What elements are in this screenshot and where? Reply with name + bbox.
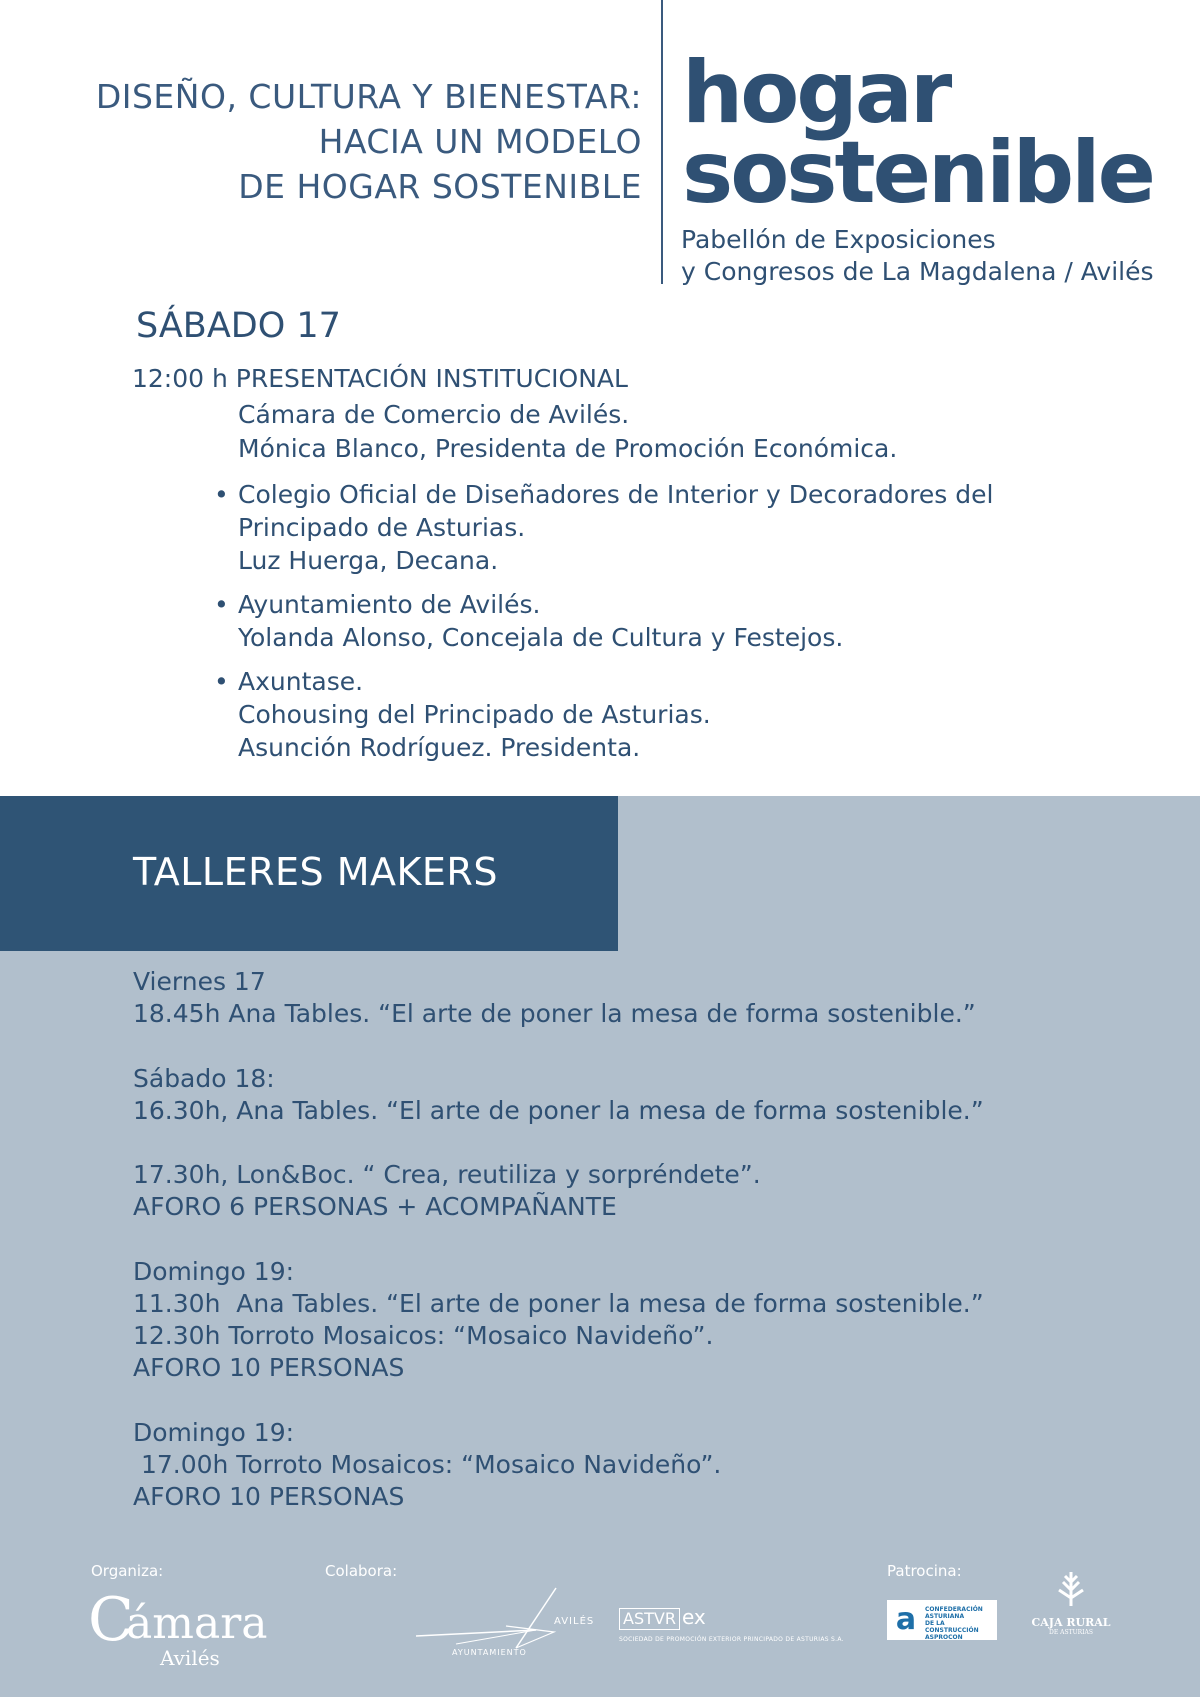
workshop-line: 16.30h, Ana Tables. “El arte de poner la mesa de forma sostenible.” [133, 1096, 984, 1125]
workshop-group [133, 1063, 984, 1127]
ayuntamiento-logo-label: AVILÉS [554, 1616, 595, 1627]
camara-logo-city: Avilés [160, 1646, 220, 1670]
camara-logo-initial: C [88, 1585, 134, 1655]
workshop-group [133, 1256, 984, 1384]
bullet-line: Luz Huerga, Decana. [238, 546, 499, 575]
program-bullet [214, 665, 993, 764]
event-subtitle [0, 74, 642, 209]
asturex-logo-box: ASTVR [619, 1608, 680, 1630]
asturex-logo-ex: ex [681, 1605, 706, 1629]
confederacion-line: ASTURIANA [925, 1613, 965, 1620]
workshops-title: TALLERES MAKERS [133, 850, 498, 894]
workshop-line: AFORO 10 PERSONAS [133, 1353, 405, 1382]
asturex-logo [619, 1605, 706, 1630]
logo-word-hogar: hogar [682, 43, 950, 143]
venue-line: y Congresos de La Magdalena / Avilés [681, 257, 1154, 286]
venue-line: Pabellón de Exposiciones [681, 225, 996, 254]
workshop-group [133, 1417, 721, 1513]
workshop-line: 17.00h Torroto Mosaicos: “Mosaico Navideño”. [133, 1450, 722, 1479]
confederacion-line: CONFEDERACIÓN [925, 1606, 983, 1613]
program-bullet [214, 478, 993, 577]
caja-rural-sub: DE ASTURIAS [1049, 1629, 1093, 1636]
workshop-group [133, 966, 976, 1030]
confederacion-line: DE LA CONSTRUCCIÓN [925, 1620, 979, 1634]
subtitle-line: DISEÑO, CULTURA Y BIENESTAR: [95, 77, 642, 116]
workshop-group [133, 1159, 761, 1223]
program-day-title: SÁBADO 17 [136, 306, 341, 346]
workshop-line: Domingo 19: [133, 1418, 295, 1447]
caja-rural-logo [1028, 1568, 1114, 1636]
bullet-line: Asunción Rodríguez. Presidenta. [238, 733, 641, 762]
program-bullet [214, 588, 993, 654]
confederacion-line: ASPROCON [925, 1634, 963, 1641]
confederacion-logo-text [925, 1606, 997, 1641]
program-speaker [238, 398, 897, 466]
workshop-line: 11.30h Ana Tables. “El arte de poner la mesa de forma sostenible.” [133, 1289, 984, 1318]
workshop-line: Domingo 19: [133, 1257, 295, 1286]
confederacion-logo-letter: a [895, 1602, 917, 1637]
venue [681, 224, 1154, 288]
workshop-line: AFORO 6 PERSONAS + ACOMPAÑANTE [133, 1192, 617, 1221]
workshop-line: AFORO 10 PERSONAS [133, 1482, 405, 1511]
workshop-line: 17.30h, Lon&Boc. “ Crea, reutiliza y sorpréndete”. [133, 1160, 761, 1189]
patrocina-label: Patrocina: [887, 1562, 962, 1580]
organiza-label: Organiza: [91, 1562, 164, 1580]
asturex-logo-sub: SOCIEDAD DE PROMOCIÓN EXTERIOR PRINCIPADO DE ASTURIAS S.A. [619, 1636, 844, 1643]
workshop-line: 18.45h Ana Tables. “El arte de poner la mesa de forma sostenible.” [133, 999, 976, 1028]
logo-word-sostenible: sostenible [682, 123, 1153, 223]
workshop-line: Sábado 18: [133, 1064, 275, 1093]
program-main-event: 12:00 h PRESENTACIÓN INSTITUCIONAL [132, 364, 628, 393]
bullet-line: Cohousing del Principado de Asturias. [238, 700, 711, 729]
workshop-line: 12.30h Torroto Mosaicos: “Mosaico Navideño”. [133, 1321, 714, 1350]
workshop-line: Viernes 17 [133, 967, 266, 996]
camara-logo-word: ámara [126, 1598, 268, 1649]
bullet-line: • Axuntase. [238, 667, 364, 696]
subtitle-line: DE HOGAR SOSTENIBLE [238, 167, 642, 206]
bullet-line: • Colegio Oficial de Diseñadores de Interior y Decoradores del [238, 480, 994, 509]
subtitle-line: HACIA UN MODELO [318, 122, 642, 161]
program-line: Cámara de Comercio de Avilés. [238, 400, 630, 429]
bullet-line: Principado de Asturias. [238, 513, 526, 542]
bullet-line: Yolanda Alonso, Concejala de Cultura y Festejos. [238, 623, 844, 652]
bullet-line: • Ayuntamiento de Avilés. [238, 590, 541, 619]
colabora-label: Colabora: [325, 1562, 398, 1580]
confederacion-logo [887, 1600, 997, 1640]
caja-rural-name: CAJA RURAL [1031, 1616, 1111, 1629]
program-line: Mónica Blanco, Presidenta de Promoción Económica. [238, 434, 898, 463]
wheat-icon [1043, 1568, 1099, 1608]
ayuntamiento-logo-sub: AYUNTAMIENTO [452, 1648, 527, 1657]
header-divider [661, 0, 663, 284]
program-bullet-list [214, 478, 993, 775]
